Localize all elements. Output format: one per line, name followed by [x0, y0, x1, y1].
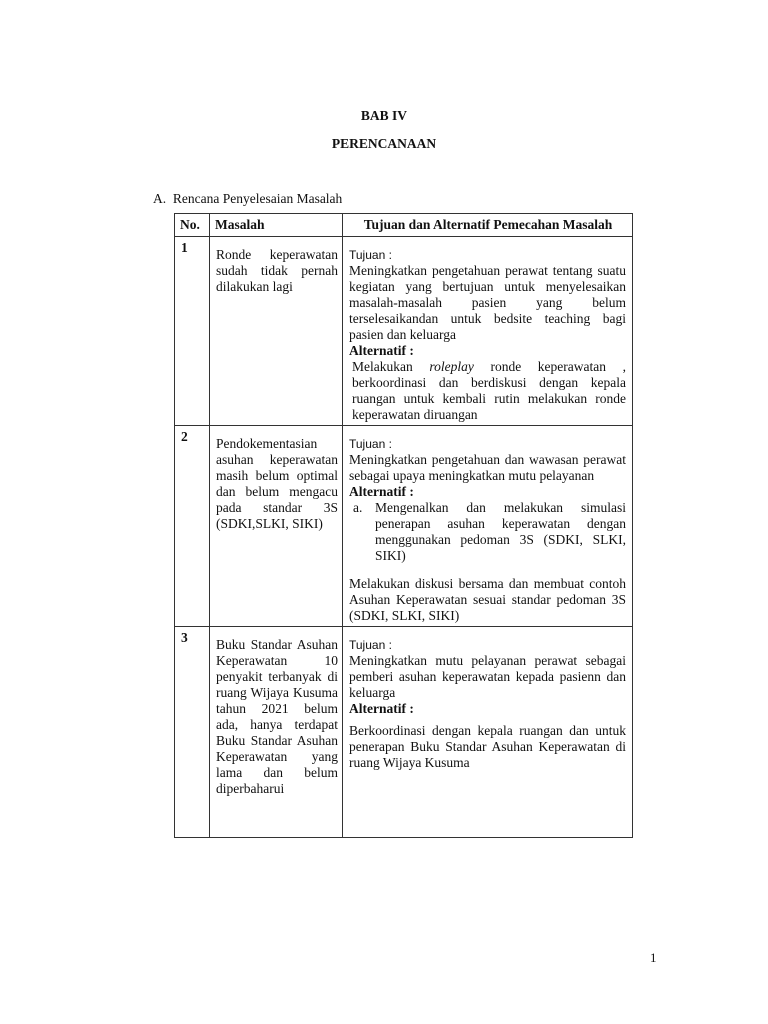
tujuan-label: Tujuan :: [349, 437, 392, 451]
table-row: [175, 426, 633, 627]
table-row: [175, 627, 633, 838]
page-number: 1: [650, 950, 657, 965]
alternatif-text: Berkoordinasi dengan kepala ruangan dan untuk penerapan Buku Standar Asuhan Keperawatan di ruang Wijaya Kusuma: [349, 723, 626, 770]
header-masalah: Masalah: [210, 214, 343, 237]
chapter-heading: BAB IV: [360, 108, 408, 123]
header-no: No.: [175, 214, 210, 237]
table-header-row: [175, 214, 633, 237]
alternatif-label: Alternatif :: [349, 701, 414, 716]
row-masalah: Ronde keperawatan sudah tidak pernah dilakukan lagi: [210, 237, 343, 426]
alternatif-list-item: [349, 500, 626, 564]
list-item-text: Mengenalkan dan melakukan simulasi penerapan asuhan keperawatan dengan menggunakan pedoman 3S (SDKI, SLKI, SIKI): [375, 500, 626, 563]
alternatif-text-emphasis: roleplay: [429, 359, 474, 374]
table-row: [175, 237, 633, 426]
tujuan-text: Meningkatkan pengetahuan perawat tentang suatu kegiatan yang bertujuan untuk menyelesaikan masalah-masalah pasien yang belum terselesaikandan untuk bedsite teaching bagi pasien dan keluarga: [349, 263, 626, 342]
row-masalah: Buku Standar Asuhan Keperawatan 10 penyakit terbanyak di ruang Wijaya Kusuma tahun 2021 belum ada, hanya terdapat Buku Standar Asuhan Keperawatan yang lama dan belum diperbaharui: [210, 627, 343, 838]
section-title: Rencana Penyelesaian Masalah: [172, 191, 343, 206]
row-tujuan-cell: [343, 627, 633, 838]
alternatif-extra-text: Melakukan diskusi bersama dan membuat contoh Asuhan Keperawatan sesuai standar pedoman 3S (SDKI, SLKI, SIKI): [349, 576, 626, 623]
alternatif-text-post: ronde keperawatan , berkoordinasi dan berdiskusi dengan kepala ruangan untuk kembali rutin melakukan ronde keperawatan diruangan: [352, 359, 626, 422]
chapter-title: PERENCANAAN: [331, 136, 437, 151]
plan-table: [174, 213, 633, 838]
section-marker: A.: [153, 191, 167, 206]
row-masalah: Pendokementasian asuhan keperawatan masih belum optimal dan belum mengacu pada standar 3S (SDKI,SLKI, SIKI): [210, 426, 343, 627]
row-number: 1: [175, 237, 210, 426]
row-number: 3: [175, 627, 210, 838]
list-marker: a.: [353, 500, 363, 515]
row-number: 2: [175, 426, 210, 627]
tujuan-text: Meningkatkan mutu pelayanan perawat sebagai pemberi asuhan keperawatan kepada pasienn dan keluarga: [349, 653, 626, 700]
alternatif-text-pre: Melakukan: [352, 359, 430, 374]
tujuan-text: Meningkatkan pengetahuan dan wawasan perawat sebagai upaya meningkatkan mutu pelayanan: [349, 452, 626, 483]
alternatif-label: Alternatif :: [349, 484, 414, 499]
tujuan-label: Tujuan :: [349, 638, 392, 652]
alternatif-label: Alternatif :: [349, 343, 414, 358]
header-tujuan: Tujuan dan Alternatif Pemecahan Masalah: [343, 214, 633, 237]
row-tujuan-cell: [343, 237, 633, 426]
row-tujuan-cell: [343, 426, 633, 627]
tujuan-label: Tujuan :: [349, 248, 392, 262]
alternatif-text: [349, 359, 626, 423]
section-heading: [153, 191, 342, 207]
